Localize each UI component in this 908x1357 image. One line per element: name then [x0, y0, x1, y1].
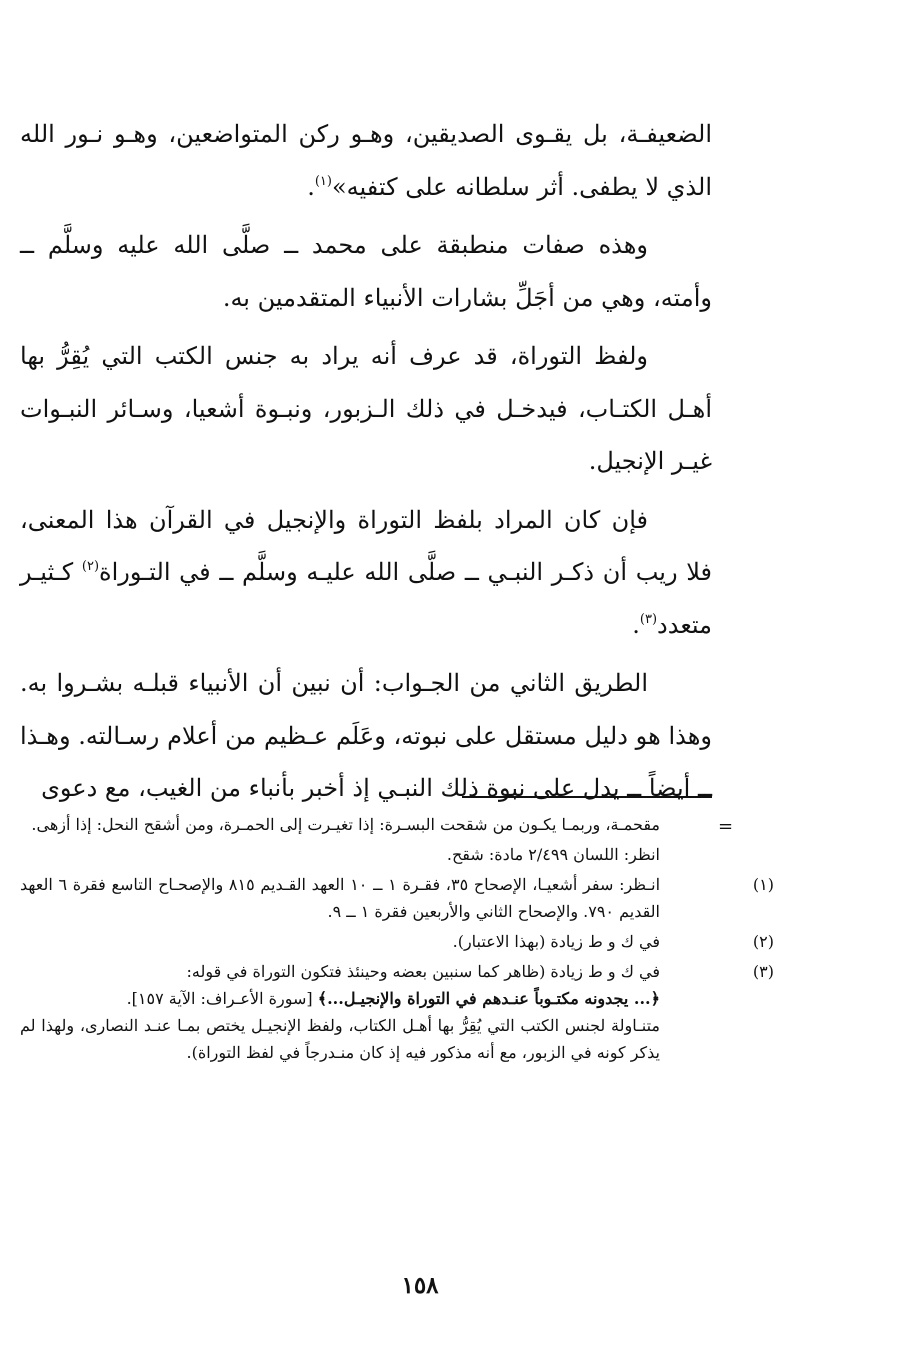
paragraph-1-text: الضعيفـة، بل يقـوى الصديقين، وهـو ركن المتواضعين، وهـو نـور الله الذي لا يطفى. أثر سلطانه على كتفيه» — [20, 120, 712, 201]
footnote-ref-1[interactable]: (١) — [314, 173, 332, 189]
footnote-1 — [20, 871, 774, 925]
footnote-ref-2[interactable]: (٢) — [81, 559, 100, 574]
footnote-3-text-c: متنـاولة لجنس الكتب التي يُقِرُّ بها أهـل الكتاب، ولفظ الإنجيـل يختص بمـا عنـد النصارى، ولهذا لم يذكر كونه في الزبور، مع أنه مذكور فيه إذ كان منـدرجاً في لفظ التوراة). — [20, 1016, 660, 1062]
paragraph-1-end: . — [307, 172, 315, 201]
footnote-3-quran-quote: ﴿... يجدونه مكتـوباً عنـدهم في التوراة والإنجيـل...﴾ — [317, 989, 660, 1008]
paragraph-4-text-a: فإن كان المراد بلفظ التوراة والإنجيل في القرآن هذا المعنى، فلا ريب أن ذكـر النبـي ــ صلَّى الله عليـه وسلَّم ــ في التـوراة — [20, 505, 713, 586]
paragraph-2: وهذه صفات منطبقة على محمد ــ صلَّى الله عليه وسلَّم ــ وأمته، وهي من أجَلِّ بشارات الأنبياء المتقدمين به. — [20, 231, 712, 312]
footnote-3-text-a: في ك و ط زيادة (ظاهر كما سنبين بعضه وحينئذ فتكون التوراة في قوله: — [186, 962, 660, 981]
footnote-continued-1: مقحمـة، وربمـا يكـون من شقحت البسـرة: إذا تغيـرت إلى الحمـرة، ومن أشقح النحل: إذا أزهى. — [31, 815, 660, 834]
footnote-ref-3[interactable]: (٣) — [639, 611, 658, 627]
paragraph-1 — [20, 108, 712, 213]
footnote-2-text: في ك و ط زيادة (بهذا الاعتبار). — [452, 932, 660, 951]
footnote-2-number: (٢) — [752, 932, 774, 951]
paragraph-4-end: . — [632, 610, 640, 639]
paragraph-4-text-b: كـثيـر متعدد — [20, 558, 712, 639]
footnote-3 — [20, 958, 774, 1066]
footnote-2 — [20, 928, 774, 955]
main-text — [20, 108, 712, 821]
footnote-3-number: (٣) — [752, 962, 774, 981]
footnote-1-number: (١) — [752, 875, 774, 894]
footnote-separator — [462, 796, 712, 798]
footnote-continued-2: انظر: اللسان ٢/٤٩٩ مادة: شقح. — [446, 845, 660, 864]
footnote-continuation-mark: = — [718, 816, 734, 837]
footnote-3-citation: [سورة الأعـراف: الآية ١٥٧]. — [126, 989, 318, 1008]
paragraph-5: الطريق الثاني من الجـواب: أن نبين أن الأنبياء قبلـه بشـروا به. وهذا هو دليل مستقل على نبوته، وعَلَم عـظيم من أعلام رسـالته. وهـذا ــ أيضاً ــ يدل على نبوة ذلك النبـي إذ أخبر بأنباء من الغيب، مع دعوى — [20, 669, 712, 802]
footnote-1-text: انـظر: سفر أشعيـا، الإصحاح ٣٥، فقـرة ١ ــ ١٠ العهد القـديم ٨١٥ والإصحـاح التاسع فقرة ٦ العهد القديم ٧٩٠. والإصحاح الثاني والأربعين فقرة ١ ــ ٩. — [20, 875, 661, 921]
page-number: ١٥٨ — [401, 1272, 439, 1299]
paragraph-4 — [20, 494, 712, 652]
footnotes — [20, 811, 774, 1069]
paragraph-3: ولفظ التوراة، قد عرف أنه يراد به جنس الكتب التي يُقِرُّ بها أهـل الكتـاب، فيدخـل في ذلك الـزبور، ونبـوة أشعيا، وسـائر النبـوات غيـر الإنجيل. — [20, 342, 712, 475]
